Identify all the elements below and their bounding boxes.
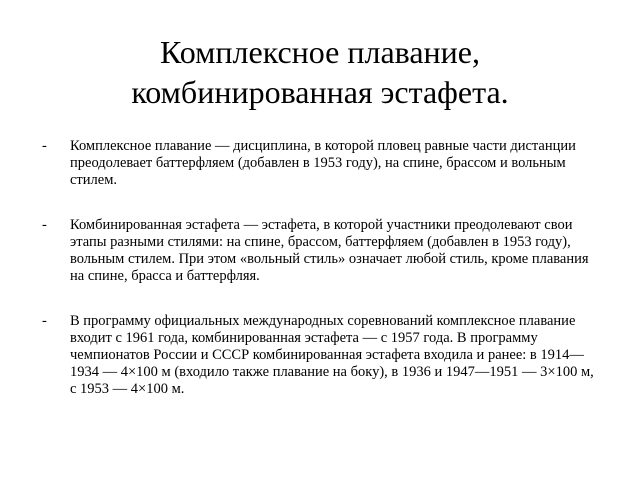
bullet-text: Комплексное плавание — дисциплина, в которой пловец равные части дистанции преодолевает баттерфляем (добавлен в 1953 году), на спине, брассом и вольным стилем. [70, 138, 576, 188]
slide-title-line: комбинированная эстафета. [131, 74, 509, 110]
slide-title-line: Комплексное плавание, [160, 34, 480, 70]
bullet-marker: - [42, 138, 47, 154]
bullet-item [42, 217, 602, 285]
bullet-item [42, 138, 602, 189]
bullet-text: В программу официальных международных соревнований комплексное плавание входит с 1961 года, комбинированная эстафета — с 1957 года. В программу чемпионатов России и СССР комбинированная эстафета входила и ранее: в 1914—1934 — 4×100 м (входило также плавание на боку), в 1936 и 1947—1951 — 3×100 м, с 1953 — 4×100 м. [70, 313, 594, 397]
bullet-marker: - [42, 313, 47, 329]
slide-title [40, 32, 600, 112]
bullet-item [42, 313, 602, 398]
bullet-marker: - [42, 217, 47, 233]
bullet-list [42, 138, 602, 426]
bullet-text: Комбинированная эстафета — эстафета, в которой участники преодолевают свои этапы разными стилями: на спине, брассом, баттерфляем (добавлен в 1953 году), вольным стилем. При этом «вольный стиль» означает любой стиль, кроме плавания на спине, брасса и баттерфляя. [70, 217, 589, 284]
